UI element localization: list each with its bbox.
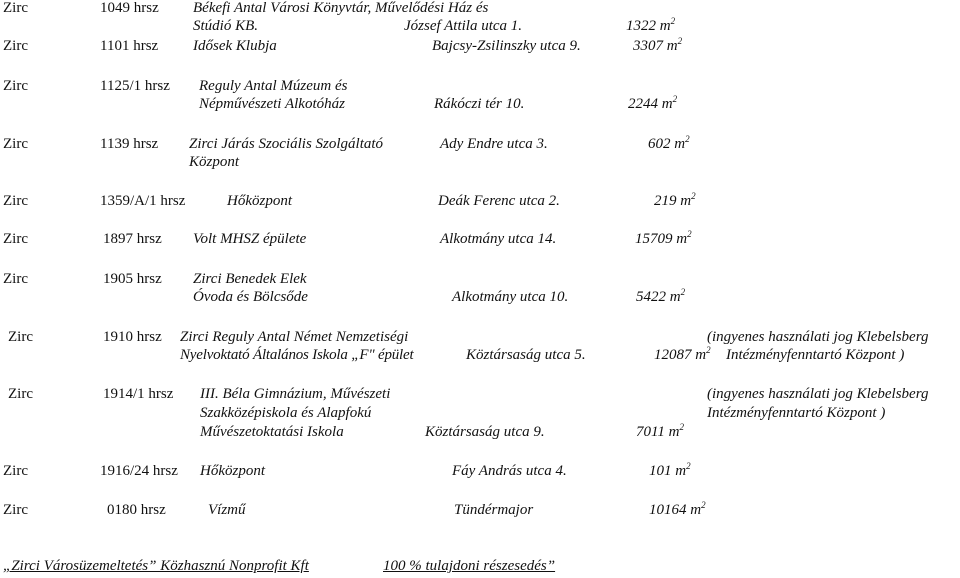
area: 219 $m^2$ xyxy=(654,191,696,209)
lot-number: 1914/1 hrsz xyxy=(103,386,174,402)
facility-name: Központ xyxy=(189,154,240,170)
area: 2244 $m^2$ xyxy=(628,94,678,112)
area: 7011 $m^2$ xyxy=(636,422,684,440)
facility-name: Hőközpont xyxy=(200,463,265,479)
facility-name: Hőközpont xyxy=(227,193,292,209)
facility-name: Volt MHSZ épülete xyxy=(193,231,307,247)
facility-name: Nyelvoktató Általános Iskola „F" épület xyxy=(180,347,414,363)
city-cell: Zirc xyxy=(3,0,28,16)
area: 15709 $m^2$ xyxy=(635,229,692,247)
area: 602 $m^2$ xyxy=(648,134,690,152)
facility-name: Stúdió KB. xyxy=(193,18,259,34)
facility-name: Zirci Járás Szociális Szolgáltató xyxy=(189,136,384,152)
city-cell: Zirc xyxy=(3,231,28,247)
address: Fáy András utca 4. xyxy=(452,463,567,479)
city-cell: Zirc xyxy=(3,502,28,518)
lot-number: 1916/24 hrsz xyxy=(100,463,178,479)
area: 5422 $m^2$ xyxy=(636,287,686,305)
usage-note: (ingyenes használati jog Klebelsberg xyxy=(707,329,929,345)
facility-name: Szakközépiskola és Alapfokú xyxy=(200,405,372,421)
lot-number: 1910 hrsz xyxy=(103,329,162,345)
address: Bajcsy-Zsilinszky utca 9. xyxy=(432,38,581,54)
facility-name: Békefi Antal Városi Könyvtár, Művelődési Ház és xyxy=(193,0,489,16)
facility-name: Zirci Benedek Elek xyxy=(193,271,307,287)
facility-name: Népművészeti Alkotóház xyxy=(199,96,345,112)
lot-number: 1359/A/1 hrsz xyxy=(100,193,186,209)
facility-name: Vízmű xyxy=(208,502,246,518)
lot-number: 1125/1 hrsz xyxy=(100,78,170,94)
facility-name: Művészetoktatási Iskola xyxy=(200,424,344,440)
address: Deák Ferenc utca 2. xyxy=(438,193,560,209)
area: 1322 $m^2$ xyxy=(626,16,676,34)
city-cell: Zirc xyxy=(3,136,28,152)
facility-name: Zirci Reguly Antal Német Nemzetiségi xyxy=(180,329,409,345)
facility-name: Óvoda és Bölcsőde xyxy=(193,289,308,305)
city-cell: Zirc xyxy=(3,78,28,94)
address: Alkotmány utca 10. xyxy=(452,289,569,305)
city-cell: Zirc xyxy=(3,463,28,479)
ownership-share: 100 % tulajdoni részesedés” xyxy=(383,558,556,574)
area: 10164 $m^2$ xyxy=(649,500,706,518)
company-name: „Zirci Városüzemeltetés” Közhasznú Nonprofit Kft xyxy=(3,558,309,574)
area: 3307 $m^2$ xyxy=(633,36,683,54)
address: József Attila utca 1. xyxy=(404,18,523,34)
address: Köztársaság utca 5. xyxy=(466,347,586,363)
facility-name: III. Béla Gimnázium, Művészeti xyxy=(200,386,391,402)
lot-number: 1897 hrsz xyxy=(103,231,162,247)
usage-note: Intézményfenntartó Központ ) xyxy=(707,405,886,421)
address: Ady Endre utca 3. xyxy=(440,136,548,152)
address: Tündérmajor xyxy=(454,502,534,518)
city-cell: Zirc xyxy=(3,38,28,54)
lot-number: 1905 hrsz xyxy=(103,271,162,287)
city-cell: Zirc xyxy=(8,386,33,402)
usage-note: Intézményfenntartó Központ ) xyxy=(726,347,905,363)
facility-name: Idősek Klubja xyxy=(193,38,277,54)
lot-number: 1049 hrsz xyxy=(100,0,159,16)
address: Köztársaság utca 9. xyxy=(425,424,545,440)
facility-name: Reguly Antal Múzeum és xyxy=(199,78,348,94)
lot-number: 1139 hrsz xyxy=(100,136,159,152)
city-cell: Zirc xyxy=(3,271,28,287)
lot-number: 1101 hrsz xyxy=(100,38,159,54)
city-cell: Zirc xyxy=(3,193,28,209)
area: 101 $m^2$ xyxy=(649,461,691,479)
lot-number: 0180 hrsz xyxy=(107,502,166,518)
address: Alkotmány utca 14. xyxy=(440,231,557,247)
address: Rákóczi tér 10. xyxy=(434,96,525,112)
area: 12087 $m^2$ xyxy=(654,345,711,363)
city-cell: Zirc xyxy=(8,329,33,345)
usage-note: (ingyenes használati jog Klebelsberg xyxy=(707,386,929,402)
